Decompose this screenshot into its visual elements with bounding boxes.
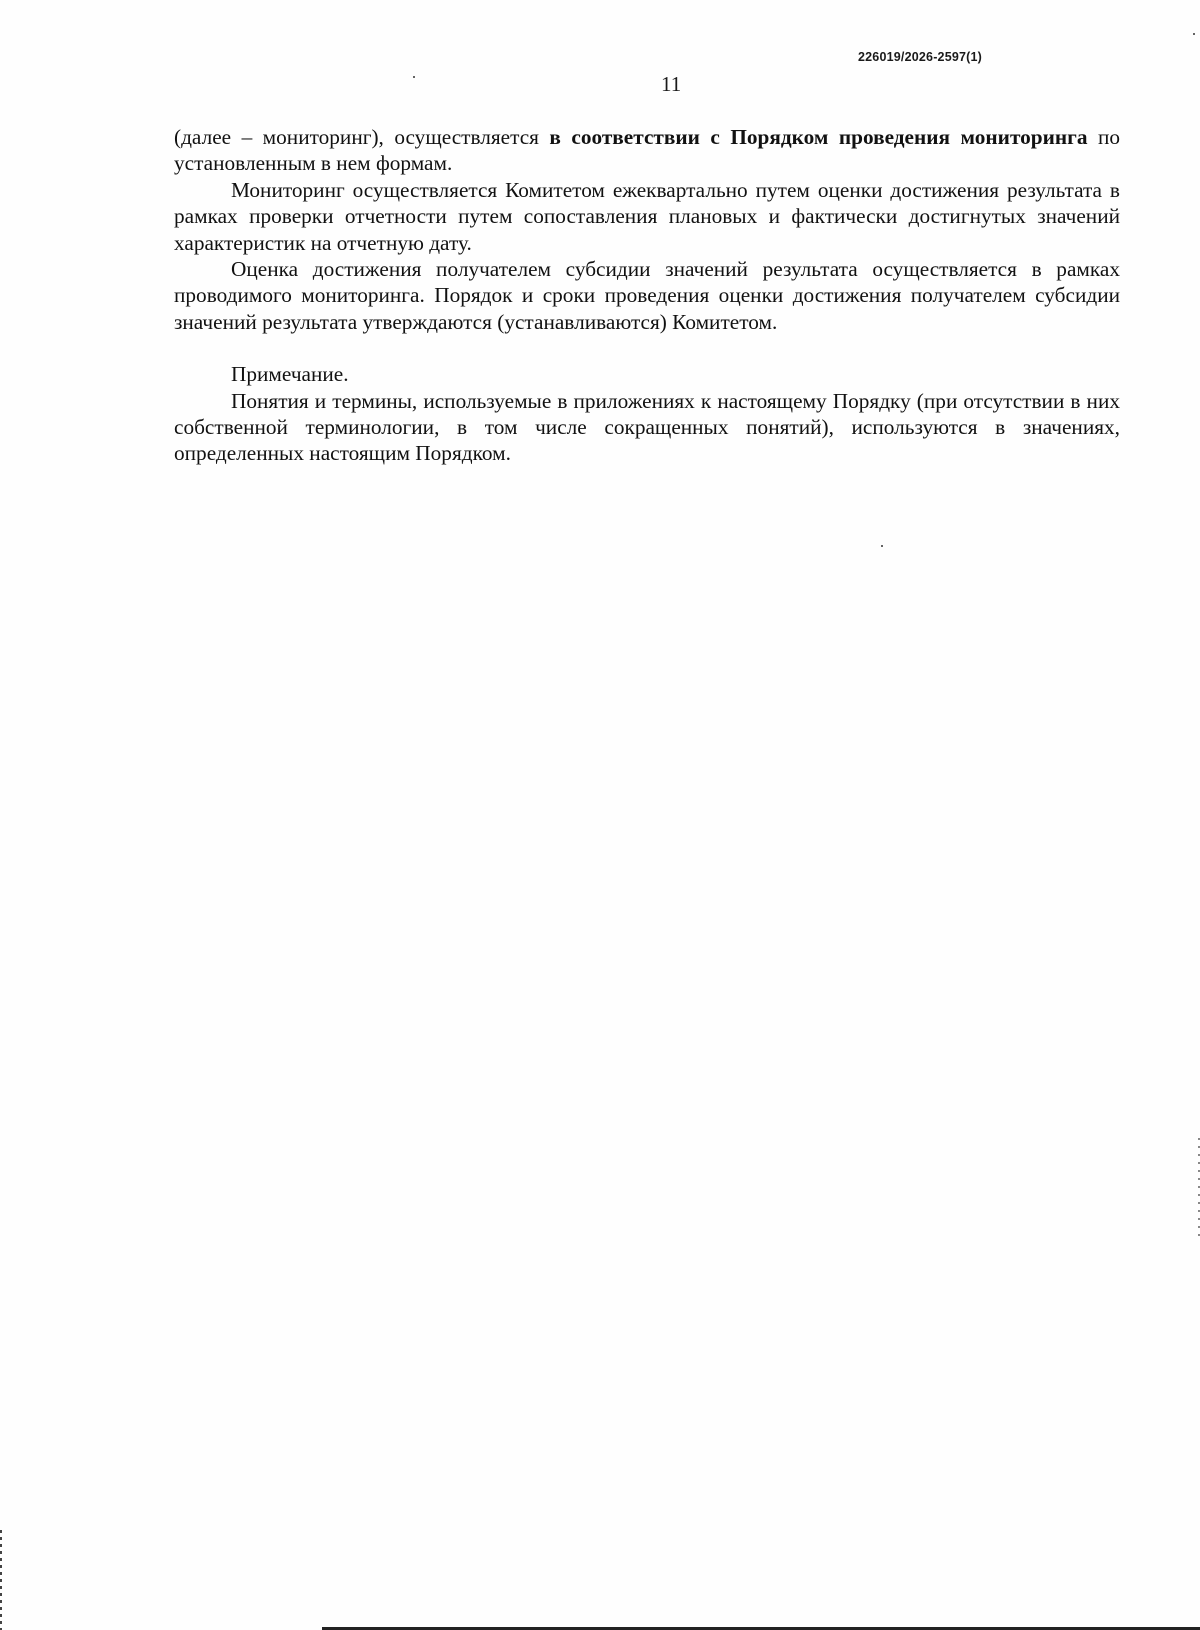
scan-speck [413, 76, 415, 78]
paragraph-monitoring-intro [174, 124, 1120, 177]
paragraph-monitoring-prefix: (далее – мониторинг), осуществляется [174, 125, 550, 149]
document-body [174, 124, 1120, 467]
paragraph-monitoring-suffix: по установленным в нем формам. [174, 125, 1120, 176]
scan-speck [881, 545, 883, 547]
note-heading: Примечание. [231, 362, 349, 387]
paragraph-result-evaluation: Оценка достижения получателем субсидии значений результата осуществляется в рамках проводимого мониторинга. Порядок и сроки проведения оценки достижения получателем субсидии значений результата утверждаются (устанавливаются) Комитетом. [174, 257, 1120, 334]
paragraph-monitoring-emphasis: в соответствии с Порядком проведения мониторинга [549, 125, 1088, 149]
scan-speck [1193, 33, 1195, 35]
document-id: 226019/2026-2597(1) [858, 50, 983, 64]
page-number: 11 [661, 72, 682, 96]
paragraph-terms-note: Понятия и термины, используемые в приложениях к настоящему Порядку (при отсутствии в них собственной терминологии, в том числе сокращенных понятий), используются в значениях, определенных настоящим Порядком. [174, 388, 1120, 466]
scan-edge-artifact [0, 1530, 2, 1630]
paragraph-spacer [174, 335, 1120, 361]
paragraph-monitoring-quarterly: Мониторинг осуществляется Комитетом ежеквартально путем оценки достижения результата в рамках проверки отчетности путем сопоставления плановых и фактически достигнутых значений характеристик на отчетную дату. [174, 177, 1120, 255]
